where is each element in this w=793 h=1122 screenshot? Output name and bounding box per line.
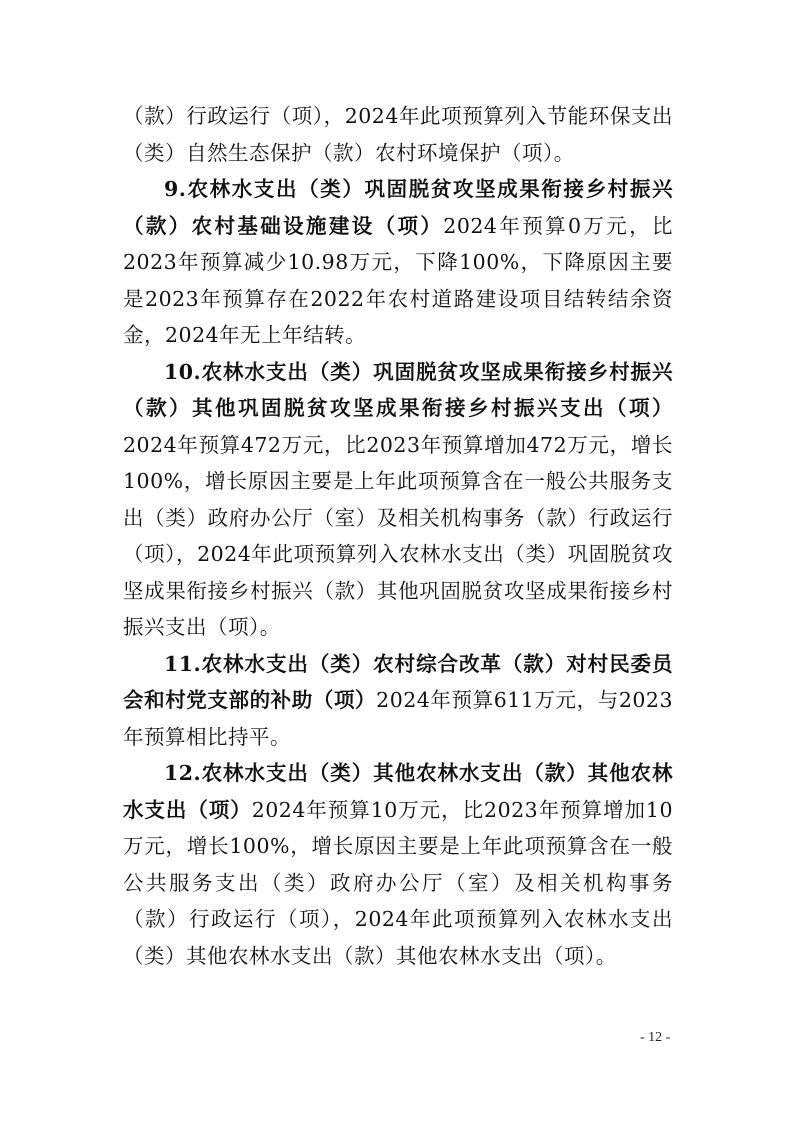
paragraph-item-12 [123, 755, 673, 974]
document-body [123, 98, 673, 974]
paragraph-text: 2024年预算0万元，比2023年预算减少10.98万元，下降100%，下降原因主要是2023年预算存在2022年农村道路建设项目结转结余资金，2024年无上年结转。 [123, 213, 674, 347]
paragraph-heading: 10.农林水支出（类）巩固脱贫攻坚成果衔接乡村振兴（款）其他巩固脱贫攻坚成果衔接乡村振兴支出（项） [123, 359, 673, 420]
paragraph-item-9 [123, 171, 673, 354]
paragraph-heading: 12.农林水支出（类）其他农林水支出（款）其他农林水支出（项） [123, 761, 673, 822]
page-number: - 12 - [640, 1030, 671, 1045]
paragraph-text: （款）行政运行（项），2024年此项预算列入节能环保支出（类）自然生态保护（款）农村环境保护（项）。 [123, 104, 673, 165]
paragraph-item-10 [123, 354, 673, 646]
paragraph-heading: 11.农林水支出（类）农村综合改革（款）对村民委员会和村党支部的补助（项） [123, 651, 673, 712]
paragraph-continuation [123, 98, 673, 171]
paragraph-item-11 [123, 646, 673, 756]
paragraph-text: 2024年预算611万元，与2023年预算相比持平。 [123, 688, 673, 749]
paragraph-text: 2024年预算10万元，比2023年预算增加10万元，增长100%，增长原因主要是上年此项预算含在一般公共服务支出（类）政府办公厅（室）及相关机构事务（款）行政运行（项），2024年此项预算列入农林水支出（类）其他农林水支出（款）其他农林水支出（项）。 [123, 797, 674, 968]
paragraph-text: 2024年预算472万元，比2023年预算增加472万元，增长100%，增长原因主要是上年此项预算含在一般公共服务支出（类）政府办公厅（室）及相关机构事务（款）行政运行（项），2024年此项预算列入农林水支出（类）巩固脱贫攻坚成果衔接乡村振兴（款）其他巩固脱贫攻坚成果衔接乡村振兴支出（项）。 [123, 432, 673, 639]
paragraph-heading: 9.农林水支出（类）巩固脱贫攻坚成果衔接乡村振兴（款）农村基础设施建设（项） [123, 177, 673, 238]
